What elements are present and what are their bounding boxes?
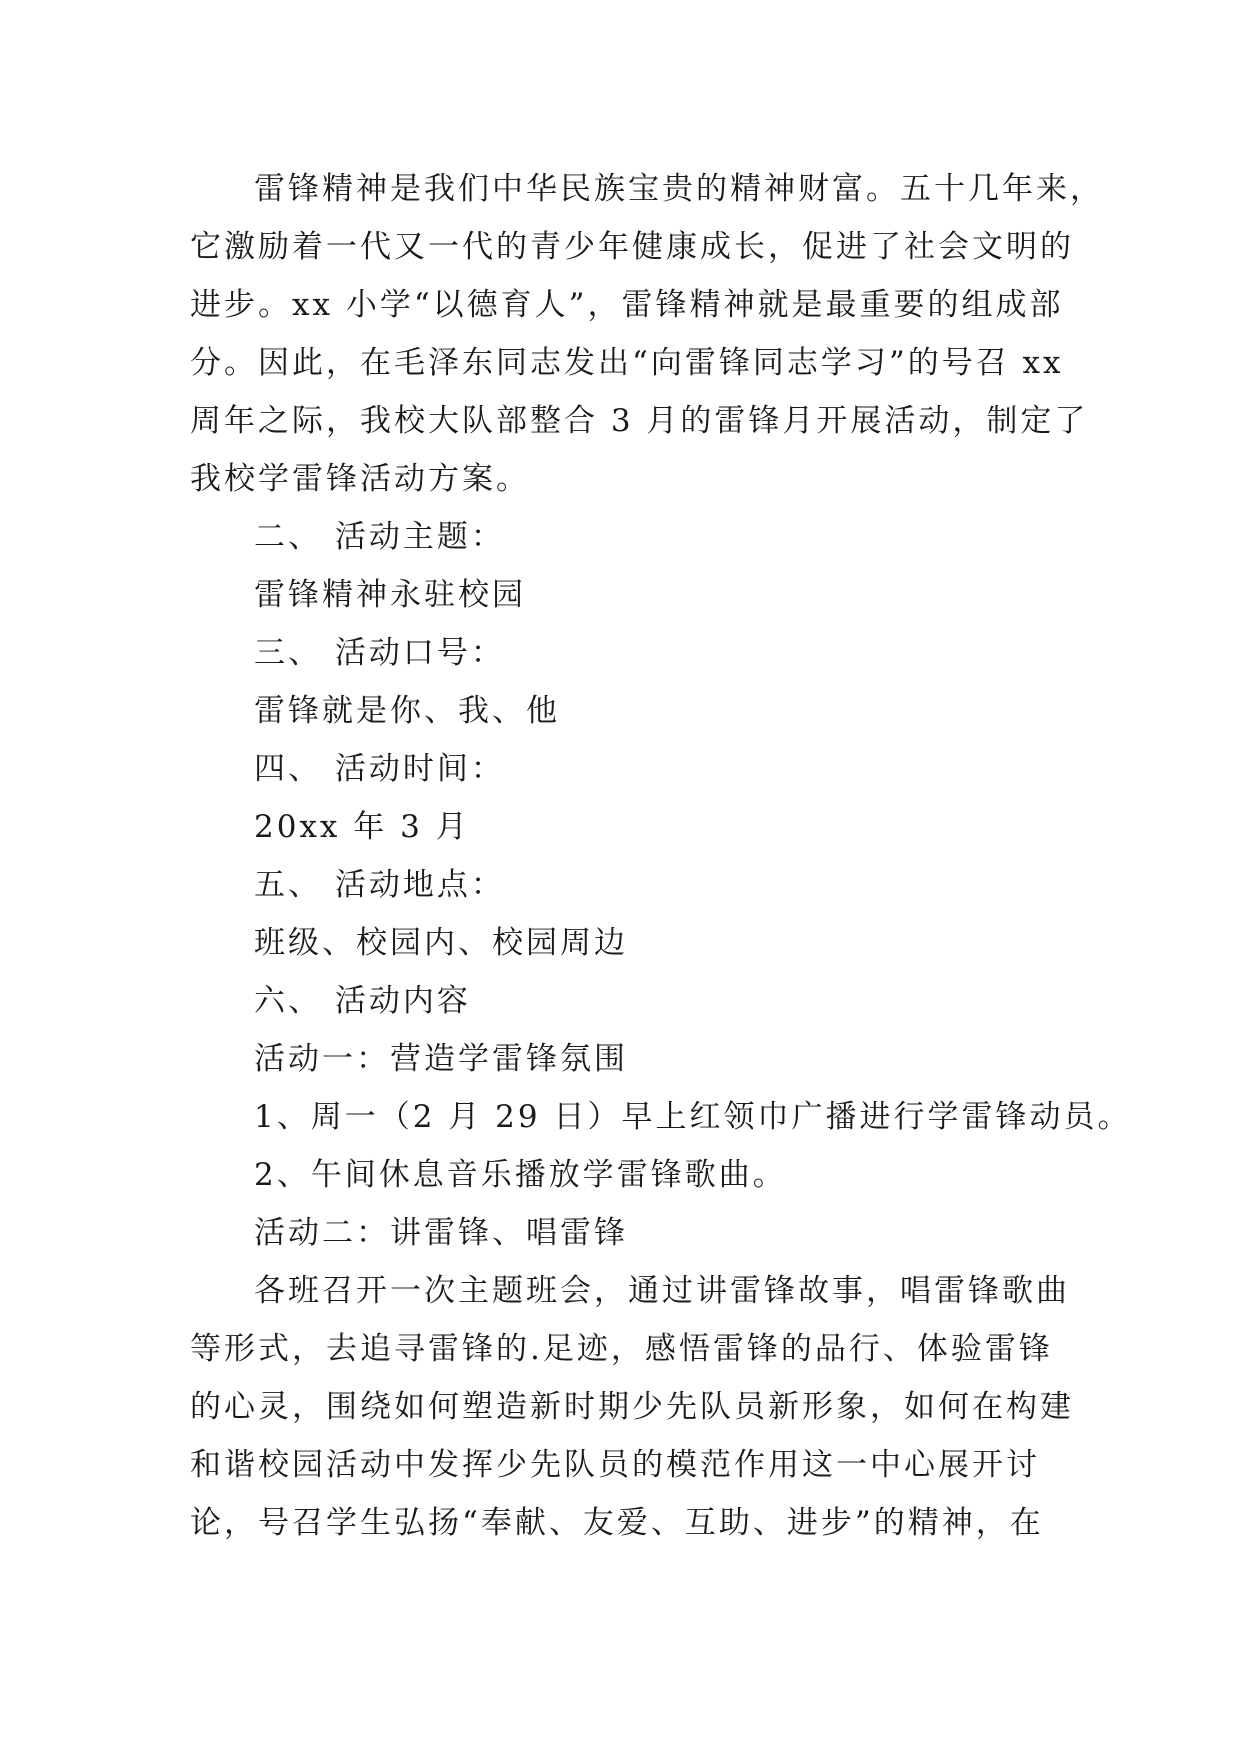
section-heading: 六、 活动内容 (254, 983, 471, 1019)
section-text: 20xx 年 3 月 (254, 809, 470, 845)
paragraph-line: 雷锋精神是我们中华民族宝贵的精神财富。五十几年来， (254, 171, 1104, 207)
paragraph-line: 各班召开一次主题班会，通过讲雷锋故事，唱雷锋歌曲 (254, 1273, 1070, 1309)
section-heading: 五、 活动地点： (254, 867, 505, 903)
paragraph-line: 进步。xx 小学“以德育人”，雷锋精神就是最重要的组成部 (190, 287, 1064, 323)
activity-title: 活动二：讲雷锋、唱雷锋 (254, 1215, 628, 1251)
paragraph-line: 的心灵，围绕如何塑造新时期少先队员新形象，如何在构建 (190, 1389, 1074, 1425)
paragraph-line: 论，号召学生弘扬“奉献、友爱、互助、进步”的精神，在 (190, 1505, 1044, 1541)
paragraph-line: 分。因此，在毛泽东同志发出“向雷锋同志学习”的号召 xx (190, 345, 1064, 381)
document-body (190, 160, 1132, 1552)
section-heading: 二、 活动主题： (254, 519, 505, 555)
list-item: 1、周一（2 月 29 日）早上红领巾广播进行学雷锋动员。 (254, 1099, 1132, 1135)
paragraph-line: 等形式，去追寻雷锋的.足迹，感悟雷锋的品行、体验雷锋 (190, 1331, 1053, 1367)
paragraph-line: 和谐校园活动中发挥少先队员的模范作用这一中心展开讨 (190, 1447, 1040, 1483)
paragraph-line: 周年之际，我校大队部整合 3 月的雷锋月开展活动，制定了 (190, 403, 1089, 439)
section-text: 班级、校园内、校园周边 (254, 925, 628, 961)
paragraph-line: 它激励着一代又一代的青少年健康成长，促进了社会文明的 (190, 229, 1074, 265)
section-text: 雷锋精神永驻校园 (254, 577, 526, 613)
activity-title: 活动一：营造学雷锋氛围 (254, 1041, 628, 1077)
section-heading: 四、 活动时间： (254, 751, 505, 787)
paragraph-line: 我校学雷锋活动方案。 (190, 461, 530, 497)
section-text: 雷锋就是你、我、他 (254, 693, 560, 729)
section-heading: 三、 活动口号： (254, 635, 505, 671)
list-item: 2、午间休息音乐播放学雷锋歌曲。 (254, 1157, 787, 1193)
